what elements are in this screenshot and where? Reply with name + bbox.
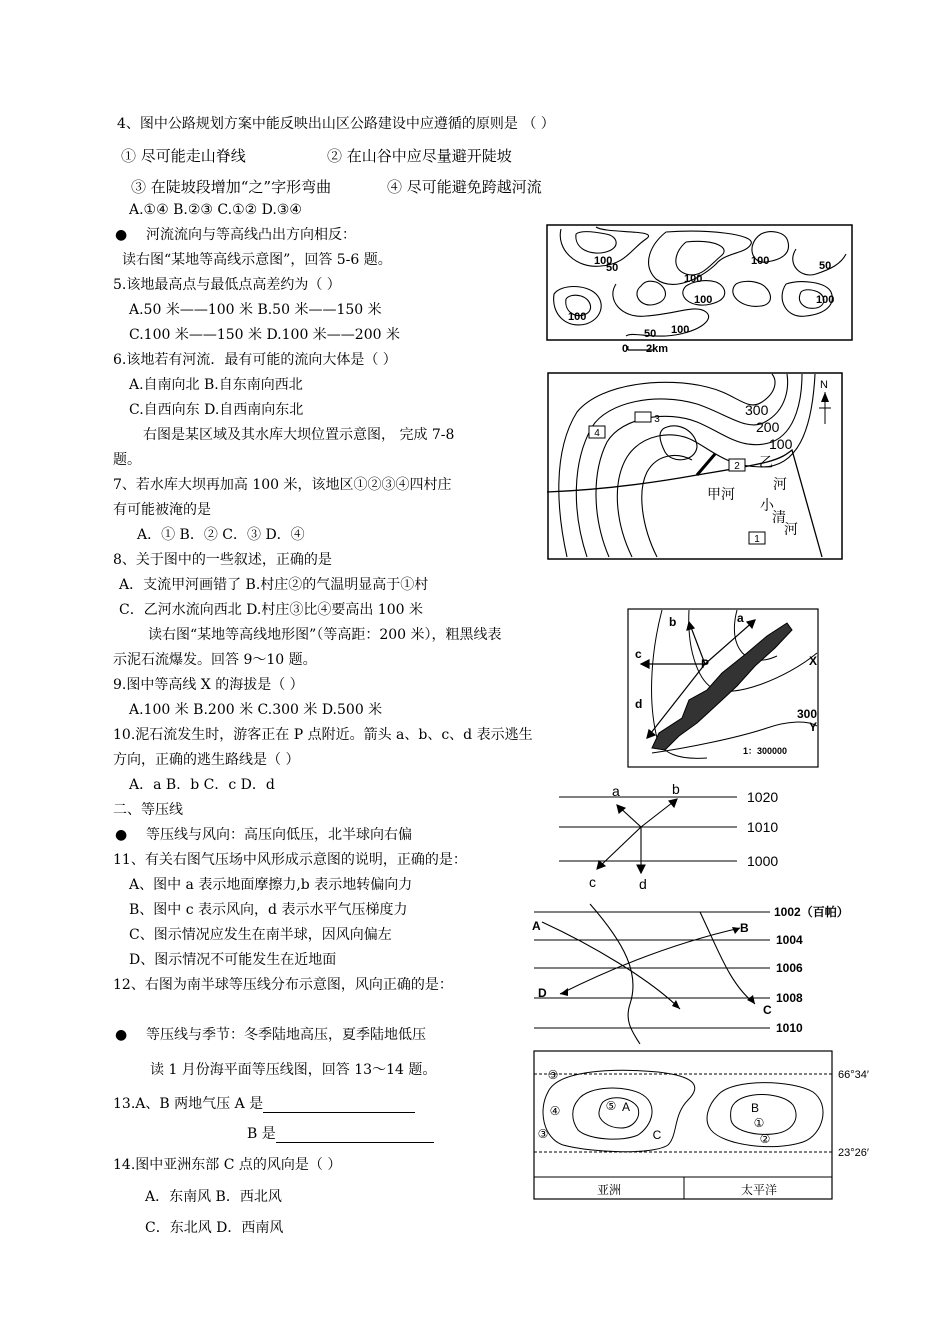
village-2-icon: 2: [734, 461, 740, 472]
point-p-label: P: [701, 657, 710, 671]
isobar-label: 1000: [747, 853, 779, 869]
read-instruction-7-8: 右图是某区域及其水库大坝位置示意图， 完成 7-8: [143, 427, 455, 443]
river-name: 河: [773, 476, 787, 492]
bullet-river-rule: 河流流向与等高线凸出方向相反：: [146, 227, 356, 243]
contour-label: 100: [816, 294, 835, 306]
contour-label: 50: [819, 260, 832, 272]
arrow-d-label: d: [635, 697, 643, 711]
contour-value: 300: [797, 707, 818, 721]
q13-stem: 13.A、B 两地气压 A 是: [113, 1095, 415, 1113]
q6-stem: 6.该地若有河流．最有可能的流向大体是（ ）: [113, 352, 397, 368]
isobar-circle-label: ②: [759, 1132, 771, 1146]
q7-answers: A．① B．② C．③ D．④: [137, 527, 305, 543]
contour-label: 100: [684, 273, 703, 285]
q10-stem-cont: 方向，正确的逃生路线是（ ）: [113, 752, 300, 768]
section-2-title: 二、等压线: [113, 802, 183, 818]
isobar-label: 1020: [747, 789, 779, 805]
contour-label: 50: [644, 328, 657, 340]
wind-d-label: D: [538, 986, 547, 1000]
force-c-label: c: [589, 874, 596, 890]
river-name: 乙: [759, 454, 773, 470]
q4-option-3: ③ 在陡坡段增加“之”字形弯曲: [131, 178, 332, 196]
region-asia: 亚洲: [596, 1183, 622, 1197]
isobar-figure-southern: [530, 904, 849, 1044]
q9-stem: 9.图中等高线 X 的海拔是（ ）: [113, 677, 304, 693]
q6-options-cd: C.自西向东 D.自西南向东北: [129, 402, 304, 418]
isobar-label: 1004: [776, 933, 803, 947]
q7-stem-cont: 有可能被淹的是: [113, 502, 211, 518]
scale-label: 1：300000: [743, 746, 788, 756]
q4-option-2: ② 在山谷中应尽量避开陡坡: [327, 147, 512, 165]
isobar-label: 1008: [776, 991, 803, 1005]
contour-label: 100: [594, 255, 613, 267]
q10-answers: A．a B．b C．c D．d: [129, 777, 275, 793]
village-1-icon: 1: [754, 534, 760, 545]
arrow-b-label: b: [669, 615, 677, 629]
village-3-icon: 3: [654, 414, 660, 425]
contour-label: 200: [756, 419, 780, 435]
q11-stem: 11、有关右图气压场中风形成示意图的说明，正确的是：: [113, 852, 467, 868]
q14-options-ab: A．东南风 B．西北风: [145, 1189, 282, 1205]
isobar-circle-label: ③: [537, 1127, 549, 1141]
read-instruction-5-6: 读右图“某地等高线示意图”，回答 5-6 题。: [122, 252, 392, 268]
north-arrow-icon: [819, 379, 831, 424]
contour-label: 100: [751, 255, 770, 267]
q14-options-cd: C．东北风 D．西南风: [145, 1220, 284, 1236]
arrow-c-label: c: [635, 647, 642, 661]
contour-label: 300: [745, 402, 769, 418]
scale-zero: 0: [622, 343, 629, 355]
q11-option-d: D、图示情况不可能发生在近地面: [129, 952, 337, 968]
river-name: 河: [784, 521, 798, 537]
point-a-label: A: [621, 1100, 631, 1114]
arrow-a-label: a: [737, 611, 744, 625]
isobar-circle-label: ①: [753, 1116, 765, 1130]
contour-x-label: X: [808, 654, 817, 668]
q13-blank-b[interactable]: [276, 1128, 434, 1143]
contour-y-label: Y: [808, 720, 817, 734]
isobar-circle-label: ③: [547, 1068, 559, 1082]
bullet-icon: ●: [115, 1027, 128, 1043]
river-name: 小: [760, 497, 774, 513]
contour-label: 100: [671, 324, 690, 336]
q8-options-ab: A．支流甲河画错了 B.村庄②的气温明显高于①村: [119, 577, 429, 593]
isobar-label: 1010: [747, 819, 779, 835]
point-b-label: B: [750, 1101, 760, 1115]
reservoir-map-figure: [547, 372, 845, 562]
q4-option-1: ① 尽可能走山脊线: [121, 147, 246, 165]
contour-label: 100: [568, 311, 587, 323]
debris-flow-path: [652, 623, 792, 750]
svg-text:N: N: [820, 379, 828, 391]
january-isobar-figure: [533, 1050, 883, 1202]
q5-options-ab: A.50 米——100 米 B.50 米——150 米: [129, 302, 382, 318]
q12-stem: 12、右图为南半球等压线分布示意图，风向正确的是：: [113, 977, 453, 993]
read-instruction-7-8-cont: 题。: [113, 452, 141, 468]
q11-option-c: C、图示情况应发生在南半球，因风向偏左: [129, 927, 392, 943]
contour-label: 100: [769, 436, 793, 452]
isobar-label: 1010: [776, 1021, 803, 1035]
river-name: 清: [772, 509, 786, 525]
q4-option-4: ④ 尽可能避免跨越河流: [387, 178, 542, 196]
q6-options-ab: A.自南向北 B.自东南向西北: [129, 377, 303, 393]
q11-option-b: B、图中 c 表示风向，d 表示水平气压梯度力: [129, 902, 408, 918]
bullet-icon: ●: [115, 827, 128, 843]
read-instruction-9-10-cont: 示泥石流爆发。回答 9～10 题。: [113, 652, 317, 668]
region-pacific: 太平洋: [740, 1183, 778, 1197]
q11-option-a: A、图中 a 表示地面摩擦力,b 表示地转偏向力: [129, 877, 413, 893]
read-instruction-13-14: 读 1 月份海平面等压线图，回答 13～14 题。: [150, 1062, 437, 1078]
village-4-icon: 4: [594, 428, 600, 439]
scale-label: 2km: [646, 343, 669, 355]
contour-label: 50: [606, 262, 619, 274]
q4-answers: A.①④ B.②③ C.①② D.③④: [129, 202, 302, 218]
q14-stem: 14.图中亚洲东部 C 点的风向是（ ）: [113, 1157, 342, 1173]
q8-stem: 8、关于图中的一些叙述，正确的是: [113, 552, 332, 568]
q13-stem-b: B 是: [247, 1125, 434, 1143]
q5-stem: 5.该地最高点与最低点高差约为（ ）: [113, 277, 341, 293]
bullet-isobar-season: 等压线与季节：冬季陆地高压，夏季陆地低压: [146, 1027, 426, 1043]
q7-stem: 7、若水库大坝再加高 100 米，该地区①②③④四村庄: [113, 477, 452, 493]
latitude-label: 66°34′: [838, 1069, 869, 1081]
isobar-label: 1002（百帕）: [774, 905, 849, 919]
q4-stem: 4、图中公路规划方案中能反映出山区公路建设中应遵循的原则是 （ ）: [117, 116, 555, 132]
wind-b-label: B: [740, 921, 749, 935]
contour-label: 100: [694, 294, 713, 306]
isobar-circle-label: ④: [549, 1104, 561, 1118]
q8-options-cd: C．乙河水流向西北 D.村庄③比④要高出 100 米: [119, 602, 423, 618]
bullet-isobar-wind: 等压线与风向：高压向低压，北半球向右偏: [146, 827, 412, 843]
wind-a-label: A: [532, 919, 541, 933]
q10-stem: 10.泥石流发生时，游客正在 P 点附近。箭头 a、b、c、d 表示逃生: [113, 727, 533, 743]
river-name: 甲河: [707, 486, 735, 502]
point-c-label: C: [652, 1128, 662, 1142]
force-a-label: a: [612, 783, 620, 799]
latitude-label: 23°26′: [838, 1147, 869, 1159]
isobar-label: 1006: [776, 961, 803, 975]
q9-answers: A.100 米 B.200 米 C.300 米 D.500 米: [129, 702, 383, 718]
force-d-label: d: [639, 876, 647, 892]
debris-flow-figure: [627, 608, 821, 770]
q13-blank-a[interactable]: [263, 1098, 415, 1113]
isobar-circle-label: ⑤: [605, 1099, 617, 1113]
force-b-label: b: [672, 781, 680, 797]
read-instruction-9-10: 读右图“某地等高线地形图”（等高距：200 米），粗黑线表: [148, 627, 502, 643]
contour-map-figure: [546, 224, 856, 360]
wind-force-figure: [557, 783, 807, 891]
q5-options-cd: C.100 米——150 米 D.100 米——200 米: [129, 327, 400, 343]
wind-c-label: C: [763, 1003, 772, 1017]
bullet-icon: ●: [115, 227, 128, 243]
river-line: [547, 450, 822, 557]
